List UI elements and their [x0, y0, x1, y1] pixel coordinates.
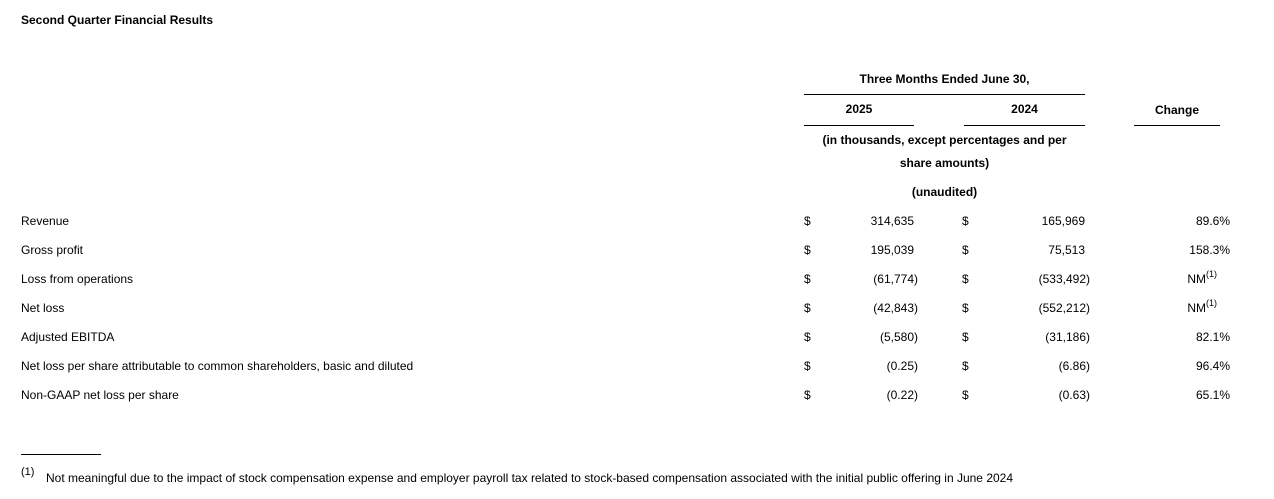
value-2024: 75,513: [1048, 243, 1085, 257]
value-2025: (0.25): [886, 359, 918, 373]
currency-symbol: $: [804, 243, 811, 257]
value-2025: (61,774): [873, 272, 918, 286]
row-label: Loss from operations: [21, 272, 134, 286]
units-note-line1: (in thousands, except percentages and per: [822, 133, 1067, 147]
change-header: Change: [1154, 103, 1199, 117]
footnote-marker: (1): [21, 466, 35, 478]
year-current-underline: [804, 125, 914, 126]
change-value: 82.1%: [1195, 330, 1230, 344]
unaudited-label: (unaudited): [911, 185, 978, 199]
units-note-line2: share amounts): [899, 156, 990, 170]
footnote-ref: (1): [1206, 269, 1217, 279]
value-2025: (0.22): [886, 388, 918, 402]
currency-symbol: $: [804, 359, 811, 373]
currency-symbol: $: [804, 330, 811, 344]
year-current-header: 2025: [845, 102, 873, 116]
value-2024: (31,186): [1045, 330, 1090, 344]
value-2025: (5,580): [879, 330, 918, 344]
value-2025: 195,039: [870, 243, 914, 257]
currency-symbol: $: [962, 214, 969, 228]
currency-symbol: $: [962, 272, 969, 286]
page-title: Second Quarter Financial Results: [21, 13, 214, 27]
value-2024: (552,212): [1038, 301, 1090, 315]
currency-symbol: $: [962, 301, 969, 315]
currency-symbol: $: [804, 214, 811, 228]
footnote-ref: (1): [1206, 298, 1217, 308]
currency-symbol: $: [804, 272, 811, 286]
change-underline: [1134, 125, 1220, 126]
footnote-separator: [21, 454, 101, 455]
currency-symbol: $: [804, 388, 811, 402]
value-2025: (42,843): [873, 301, 918, 315]
change-value: 96.4%: [1195, 359, 1230, 373]
row-label: Adjusted EBITDA: [21, 330, 115, 344]
change-value: 89.6%: [1195, 214, 1230, 228]
change-value: NM$^{(1)}$: [1187, 298, 1217, 315]
change-value: NM$^{(1)}$: [1187, 269, 1217, 286]
year-prior-underline: [964, 125, 1085, 126]
value-2025: 314,635: [870, 214, 914, 228]
currency-symbol: $: [962, 330, 969, 344]
value-2024: (533,492): [1038, 272, 1090, 286]
row-label: Net loss: [21, 301, 65, 315]
row-label: Non-GAAP net loss per share: [21, 388, 179, 402]
row-label: Gross profit: [21, 243, 84, 257]
value-2024: 165,969: [1041, 214, 1085, 228]
value-2024: (6.86): [1058, 359, 1090, 373]
change-value: 65.1%: [1195, 388, 1230, 402]
currency-symbol: $: [804, 301, 811, 315]
currency-symbol: $: [962, 388, 969, 402]
period-underline: [804, 94, 1085, 95]
footnote-text: Not meaningful due to the impact of stock compensation expense and employer payroll tax related to stock-based compensation associated with the initial public offering in June 2024: [46, 471, 1014, 485]
currency-symbol: $: [962, 359, 969, 373]
currency-symbol: $: [962, 243, 969, 257]
value-2024: (0.63): [1058, 388, 1090, 402]
year-prior-header: 2024: [1011, 102, 1038, 116]
row-label: Net loss per share attributable to common shareholders, basic and diluted: [21, 359, 414, 373]
change-value: 158.3%: [1189, 243, 1230, 257]
period-header: Three Months Ended June 30,: [859, 72, 1030, 86]
row-label: Revenue: [21, 214, 70, 228]
